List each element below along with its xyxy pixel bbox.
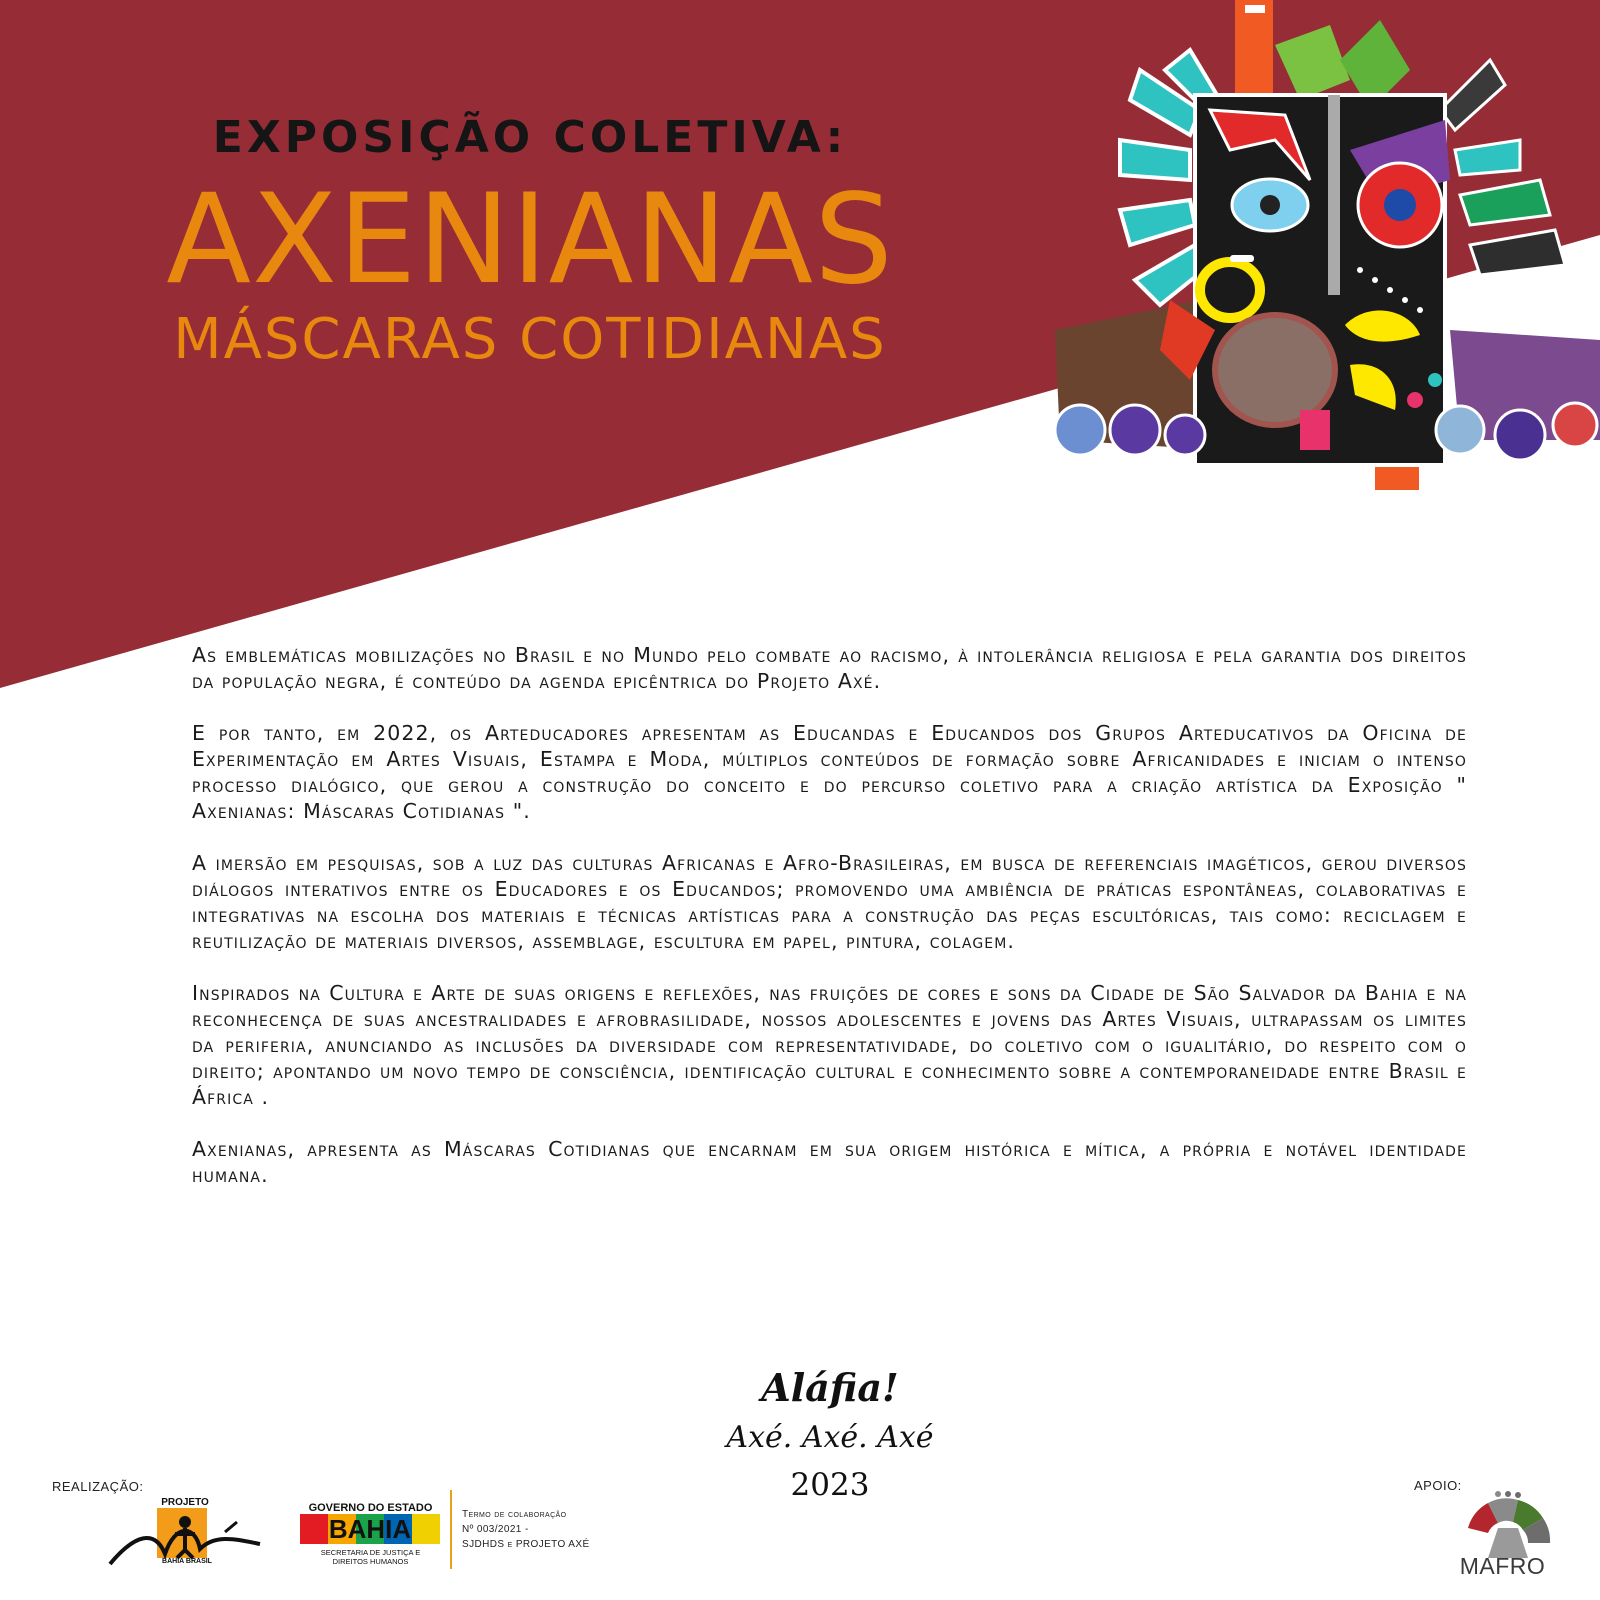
bahia-wordmark: BAHIA xyxy=(328,1514,412,1544)
mafro-logo xyxy=(1458,1488,1558,1558)
closing-salutation: Aláfia! xyxy=(761,1365,899,1410)
projeto-axe-bottom-label: BAHIA BRASIL xyxy=(162,1558,212,1565)
footer-divider xyxy=(450,1490,452,1569)
paragraph: Inspirados na Cultura e Arte de suas origens e reflexões, nas fruições de cores e sons da Cidade de São Salvador da Bahia e na reconhecença de suas ancestralidades e afrobrasilidade, nossos adolescentes e jovens das Artes Visuais, ultrapassam os limites da periferia, anunciando as inclusões da diversidade com representatividade, do coletivo com o igualitário, do respeito com o direito; apontando um novo tempo de consciência, identificação cultural e conhecimento sobre a contemporaneidade entre Brasil e África . xyxy=(192,981,1467,1109)
exhibition-title: AXENIANAS xyxy=(166,168,894,312)
termo-line: SJDHDS e PROJETO AXÉ xyxy=(462,1539,590,1550)
paragraph: A imersão em pesquisas, sob a luz das culturas Africanas e Afro-Brasileiras, em busca de referenciais imagéticos, gerou diversos diálogos interativos entre os Educadores e os Educandos; promovendo uma ambiência de práticas espontâneas, colaborativas e integrativas na escolha dos materiais e técnicas artísticas para a construção das peças escultóricas, tais como: reciclagem e reutilização de materiais diversos, assemblage, escultura em papel, pintura, colagem. xyxy=(192,851,1467,953)
paragraph: Axenianas, apresenta as Máscaras Cotidianas que encarnam em sua origem histórica e mítica, a própria e notável identidade humana. xyxy=(192,1137,1467,1187)
paragraph: As emblemáticas mobilizações no Brasil e no Mundo pelo combate ao racismo, à intolerância religiosa e pela garantia dos direitos da população negra, é conteúdo da agenda epicêntrica do Projeto Axé. xyxy=(192,643,1467,693)
mask-artwork-illustration xyxy=(1050,0,1600,500)
projeto-axe-top-label: PROJETO xyxy=(161,1497,209,1508)
exhibition-description xyxy=(192,642,1467,1214)
termo-colaboracao xyxy=(462,1507,622,1552)
closing-blessing: Axé. Axé. Axé xyxy=(726,1420,934,1455)
termo-line: Termo de colaboração xyxy=(462,1509,567,1520)
exhibition-subtitle: MÁSCARAS COTIDIANAS xyxy=(173,307,887,372)
exhibition-kicker: EXPOSIÇÃO COLETIVA: xyxy=(212,112,848,163)
mafro-wordmark: MAFRO xyxy=(1459,1553,1546,1579)
governo-title: GOVERNO DO ESTADO xyxy=(308,1502,433,1514)
realizacao-label: REALIZAÇÃO: xyxy=(52,1479,144,1494)
closing-year: 2023 xyxy=(790,1467,870,1503)
paragraph: E por tanto, em 2022, os Arteducadores apresentam as Educandas e Educandos dos Grupos Arteducativos da Oficina de Experimentação em Artes Visuais, Estampa e Moda, múltiplos conteúdos de formação sobre Africanidades e iniciam o intenso processo dialógico, que gerou a construção do conceito e do percurso coletivo para a criação artística da Exposição " Axenianas: Máscaras Cotidianas ". xyxy=(192,721,1467,823)
secretaria-label: SECRETARIA DE JUSTIÇA E DIREITOS HUMANOS xyxy=(320,1548,421,1566)
termo-line: Nº 003/2021 - xyxy=(462,1524,529,1535)
apoio-label: APOIO: xyxy=(1414,1478,1462,1493)
